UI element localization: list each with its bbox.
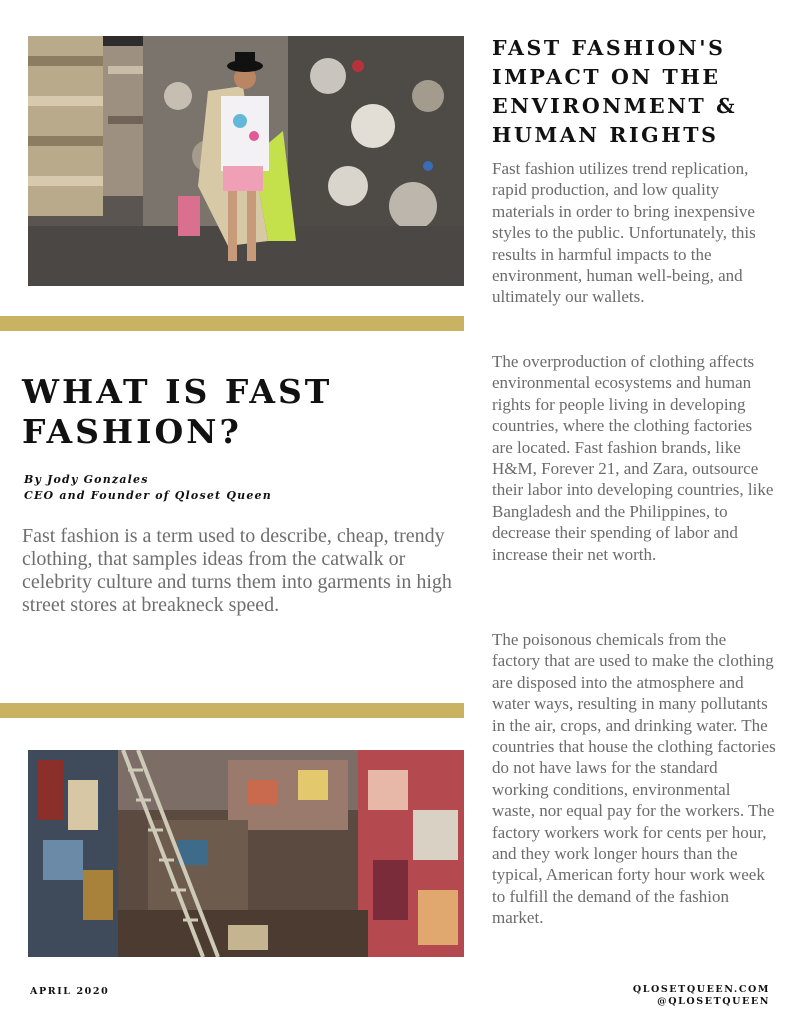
sidebar-paragraph: The overproduction of clothing affects environmental ecosystems and human rights for people living in developing countries, where the clothing factories are located. Fast fashion brands, like H&M, Forever 21, and Zara, outsource their labor into developing countries, like Bangladesh and the Philippines, to decrease their spending of labor and increase their net worth. xyxy=(492,352,774,564)
byline-role: CEO and Founder of Qloset Queen xyxy=(24,489,272,502)
footer-date: APRIL 2020 xyxy=(30,986,110,997)
footer-website: QLOSETQUEEN.COM xyxy=(632,984,770,995)
footer-contact xyxy=(633,984,770,1008)
sidebar-paragraph: The poisonous chemicals from the factory that are used to make the clothing are disposed into the atmosphere and water ways, resulting in many pollutants in the air, crops, and drinking water. The countries that house the clothing factories do not have laws for the standard working conditions, environmental waste, nor equal pay for the workers. The factory workers work for cents per hour, and they work longer hours than the typical, American forty hour work week to fulfill the demand of the fashion market. xyxy=(492,630,776,928)
article-intro: Fast fashion is a term used to describe, cheap, trendy clothing, that samples ideas from the catwalk or celebrity culture and turns them into garments in high street stores at breakneck speed. xyxy=(22,525,452,616)
fashion-waste-photo-top xyxy=(28,36,464,286)
discarded-clothing-photo xyxy=(28,750,464,957)
gold-divider-bar xyxy=(0,703,464,718)
byline-author: By Jody Gonzales xyxy=(24,473,149,486)
sidebar-paragraph: Fast fashion utilizes trend replication, rapid production, and low quality materials in order to bring inexpensive styles to the public. Unfortunately, this results in harmful impacts to the environment, human well-being, and ultimately our wallets. xyxy=(492,159,756,307)
gold-divider-bar xyxy=(0,316,464,331)
footer-handle: @QLOSETQUEEN xyxy=(657,996,770,1007)
article-title: WHAT IS FAST FASHION? xyxy=(22,372,333,451)
byline xyxy=(24,472,464,504)
sidebar-title: FAST FASHION'S IMPACT ON THE ENVIRONMENT & HUMAN RIGHTS xyxy=(492,36,738,147)
